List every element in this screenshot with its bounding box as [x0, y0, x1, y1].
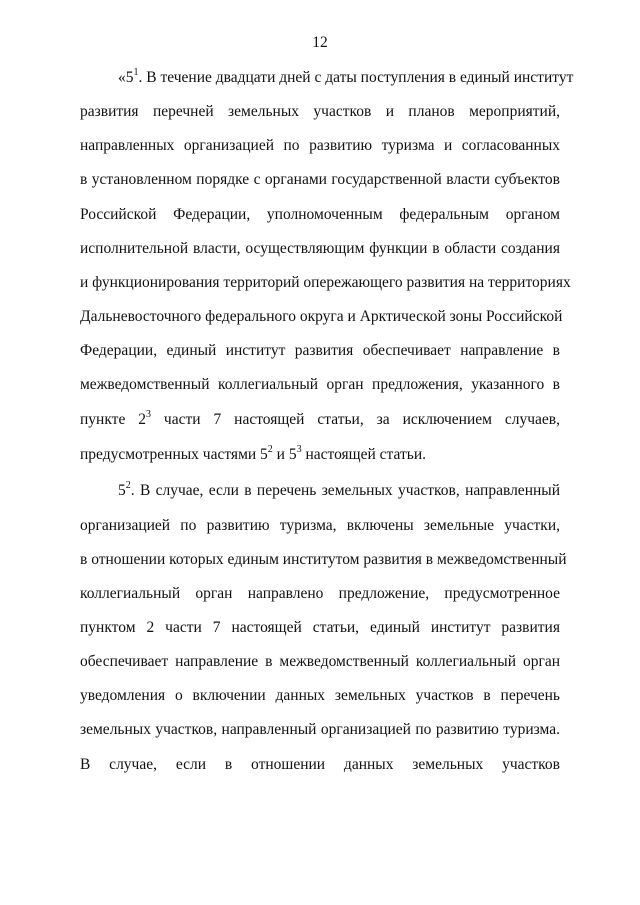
- text-segment: 5: [118, 482, 126, 499]
- text-line: [80, 205, 560, 225]
- text-segment: уведомления о включении данных земельных участков в перечень: [80, 687, 560, 704]
- text-line: [80, 445, 560, 465]
- text-line: [80, 239, 560, 259]
- text-segment: и функционирования территорий опережающего развития на территориях: [80, 274, 571, 291]
- text-segment: Российской Федерации, уполномоченным федеральным органом: [80, 206, 560, 223]
- text-line: [80, 584, 560, 604]
- text-segment: коллегиальный орган направлено предложение, предусмотренное: [80, 585, 560, 602]
- text-line: [80, 652, 560, 672]
- text-line: [80, 550, 567, 570]
- text-line: [80, 341, 560, 361]
- text-line: [80, 375, 560, 395]
- text-segment: организацией по развитию туризма, включены земельные участки,: [80, 517, 560, 534]
- text-segment: обеспечивает направление в межведомственный коллегиальный орган: [80, 653, 560, 670]
- text-segment: «5: [118, 69, 134, 86]
- superscript: 2: [125, 479, 131, 491]
- superscript: 1: [133, 66, 139, 78]
- text-line: [80, 618, 560, 638]
- page-number: 12: [312, 34, 328, 51]
- text-line: [80, 136, 560, 156]
- superscript: 3: [146, 408, 151, 420]
- text-line: [80, 307, 563, 327]
- text-segment: в установленном порядке с органами государственной власти субъектов: [80, 171, 560, 188]
- text-line: [80, 102, 560, 122]
- text-line: [80, 410, 560, 430]
- text-segment: и 5: [272, 446, 297, 463]
- text-segment: . В случае, если в перечень земельных участков, направленный: [130, 482, 560, 499]
- text-segment: настоящей статьи.: [301, 446, 426, 463]
- text-segment: части 7 настоящей статьи, за исключением случаев,: [151, 411, 560, 428]
- text-segment: развития перечней земельных участков и планов мероприятий,: [80, 103, 560, 120]
- text-segment: . В течение двадцати дней с даты поступления в единый институт: [138, 69, 574, 86]
- text-line: [80, 686, 560, 706]
- text-line: [80, 720, 560, 740]
- text-line: [80, 273, 571, 293]
- text-line: [80, 516, 560, 536]
- superscript: 2: [267, 443, 273, 455]
- text-line: [80, 755, 560, 775]
- superscript: 3: [296, 443, 302, 455]
- text-line: [80, 481, 560, 501]
- text-segment: Дальневосточного федерального округа и Арктической зоны Российской: [80, 308, 563, 325]
- text-segment: межведомственный коллегиальный орган предложения, указанного в: [80, 376, 560, 393]
- text-segment: земельных участков, направленный организацией по развитию туризма.: [80, 721, 560, 738]
- text-segment: пункте 2: [80, 411, 146, 428]
- text-line: [80, 170, 560, 190]
- text-line: [80, 66, 574, 88]
- text-segment: предусмотренных частями 5: [80, 446, 268, 463]
- text-segment: В случае, если в отношении данных земельных участков: [80, 756, 560, 773]
- text-segment: исполнительной власти, осуществляющим функции в области создания: [80, 240, 560, 257]
- text-segment: в отношении которых единым институтом развития в межведомственный: [80, 551, 567, 568]
- text-segment: направленных организацией по развитию туризма и согласованных: [80, 137, 560, 154]
- text-segment: пунктом 2 части 7 настоящей статьи, единый институт развития: [80, 619, 560, 636]
- text-segment: Федерации, единый институт развития обеспечивает направление в: [80, 342, 560, 359]
